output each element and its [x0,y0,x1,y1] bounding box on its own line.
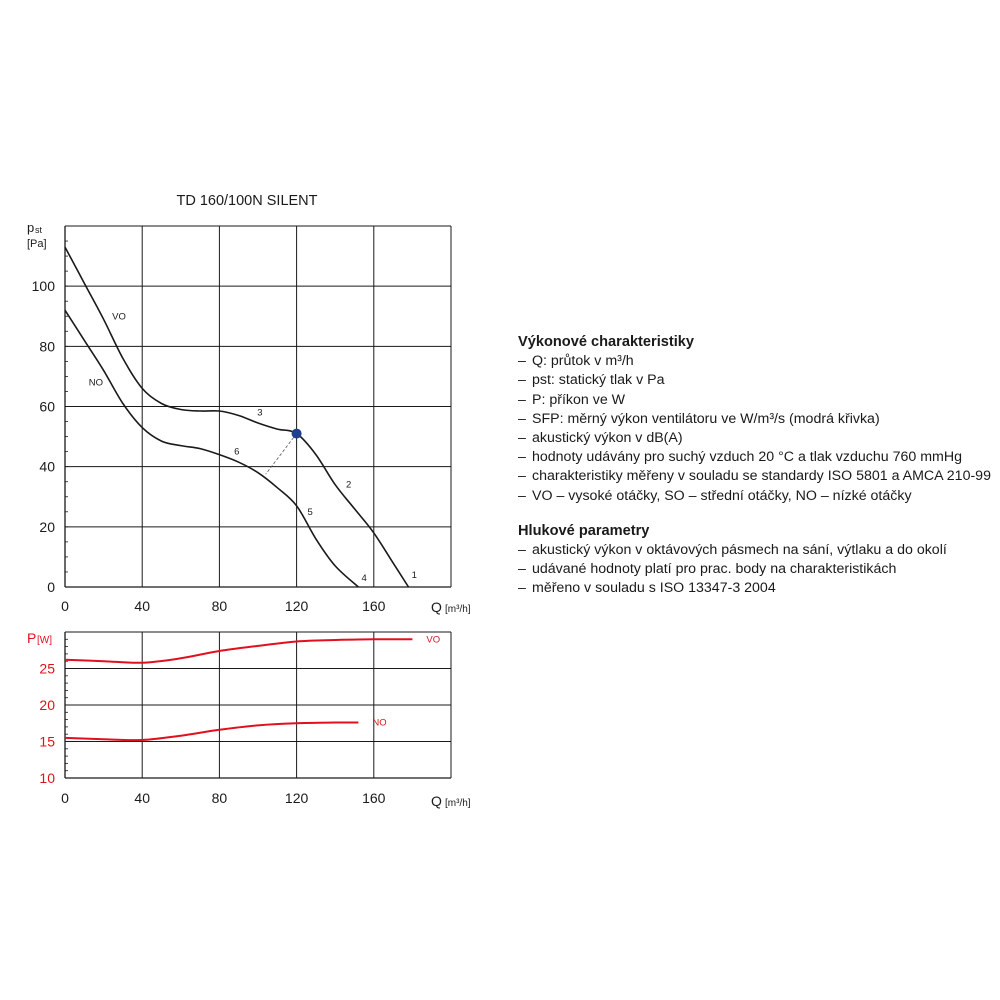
curve-label: VO [112,311,126,323]
y-tick-label: 10 [39,770,55,786]
y-tick-label: 80 [39,338,55,355]
legend-item: – akustický výkon v dB(A) [518,429,993,448]
y-axis-label: p [27,220,35,235]
x-tick-label: 80 [211,790,228,806]
x-tick-label: 160 [362,598,386,614]
legend-item: – charakteristiky měřeny v souladu se standardy ISO 5801 a AMCA 210-99 [518,467,993,486]
x-tick-label: 120 [284,598,309,614]
x-tick-label: 40 [134,598,150,614]
pressure-chart [27,193,471,615]
dashed-connector [266,434,297,475]
legend-item: – hodnoty udávány pro suchý vzduch 20 °C a tlak vzduchu 760 mmHg [518,448,993,467]
y-tick-label: 20 [39,697,55,713]
series-line-no [65,310,358,587]
y-tick-label: 60 [39,398,55,415]
x-axis-label: Q [431,793,442,809]
curve-label: 5 [307,506,313,518]
legend-item: – P: příkon ve W [518,391,993,410]
y-axis-label: P [27,630,37,646]
legend-item: – Q: průtok v m³/h [518,352,993,371]
x-tick-label: 0 [61,790,69,806]
legend-section-performance-title: Výkonové charakteristiky [518,334,695,350]
legend-item: – akustický výkon v oktávových pásmech na sání, výtlaku a do okolí [518,541,993,560]
y-axis-label-sub: st [35,225,43,235]
legend-section-noise-title: Hlukové parametry [518,522,650,539]
x-tick-label: 120 [284,790,309,806]
curve-label: 1 [411,569,417,581]
curve-label: NO [88,377,104,389]
y-tick-label: 25 [39,660,55,677]
series-line-vo [65,639,412,663]
x-axis-unit: [m³/h] [445,798,471,809]
legend-item: – SFP: měrný výkon ventilátoru ve W/m³/s (modrá křivka) [518,410,993,429]
y-tick-label: 20 [39,518,55,535]
x-tick-label: 80 [211,598,228,614]
y-tick-label: 15 [39,733,55,750]
series-label-vo: VO [426,634,441,646]
curve-label: 6 [234,446,240,458]
power-chart [27,630,471,809]
x-tick-label: 160 [362,790,386,806]
x-tick-label: 40 [134,790,150,806]
x-axis-unit: [m³/h] [445,604,471,615]
chart-title: TD 160/100N SILENT [176,193,318,209]
series-label-no: NO [372,717,387,729]
x-axis-label: Q [431,599,442,615]
legend-item: – udávané hodnoty platí pro prac. body na charakteristikách [518,560,993,579]
y-tick-label: 0 [47,579,55,595]
y-axis-unit: [W] [37,635,52,646]
legend-item: – měřeno v souladu s ISO 13347-3 2004 [518,579,993,598]
y-tick-label: 100 [31,278,55,295]
curve-label: 2 [346,479,352,491]
series-line-vo [65,247,409,587]
y-axis-unit: [Pa] [27,238,47,250]
legend-panel [518,333,993,599]
legend-item: – pst: statický tlak v Pa [518,371,993,390]
legend-item: – VO – vysoké otáčky, SO – střední otáčky, NO – nízké otáčky [518,487,993,506]
operating-point-marker [292,429,302,439]
x-tick-label: 0 [61,598,69,614]
y-tick-label: 40 [39,458,55,475]
curve-label: 3 [257,407,263,419]
series-line-no [65,722,358,740]
curve-label: 4 [361,572,367,584]
